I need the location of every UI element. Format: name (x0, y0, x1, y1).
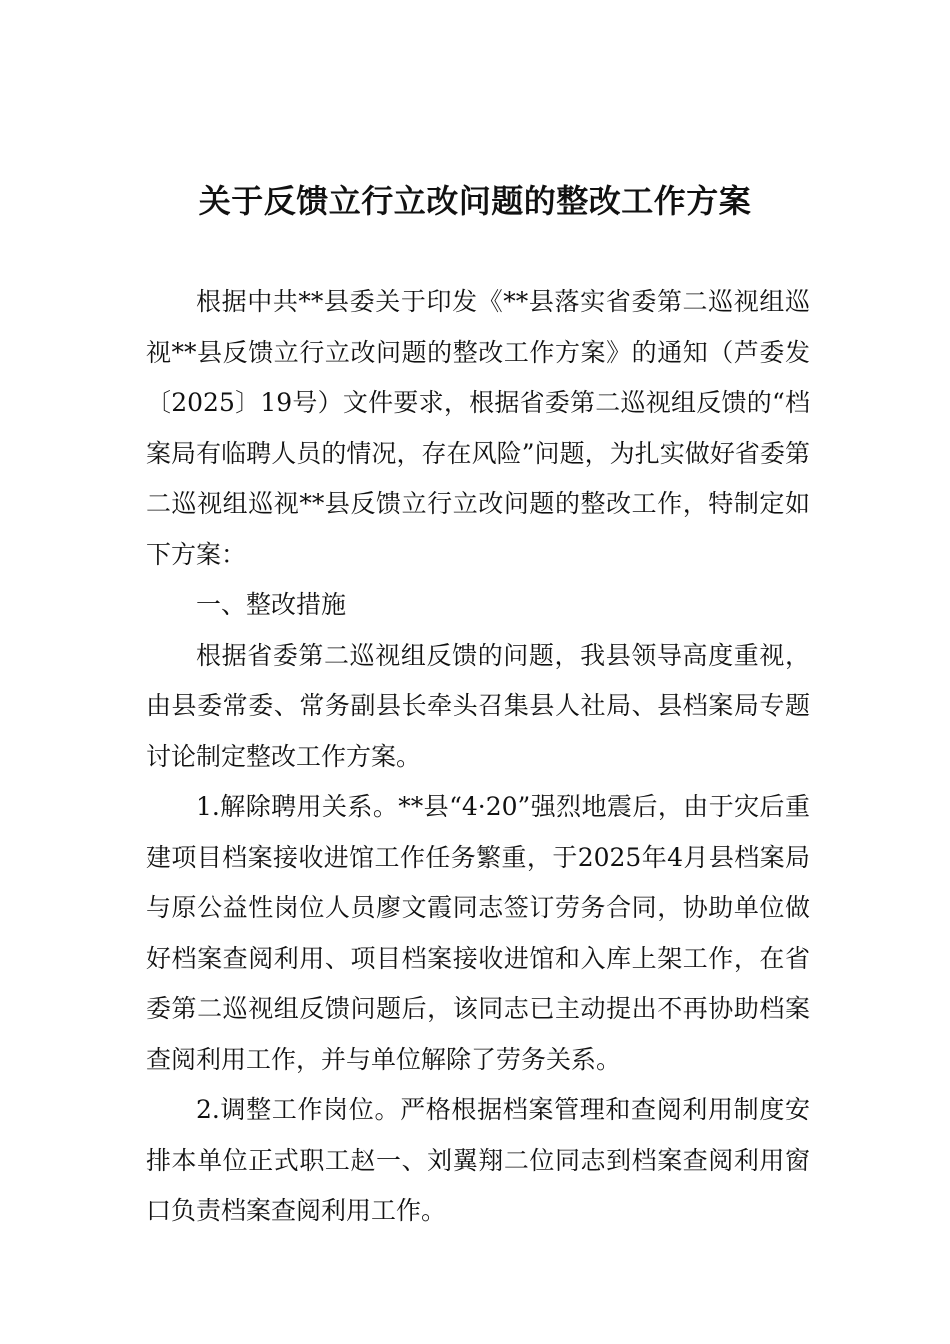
intro-paragraph: 根据中共**县委关于印发《**县落实省委第二巡视组巡视**县反馈立行立改问题的整改工作方案》的通知（芦委发〔2025〕19号）文件要求，根据省委第二巡视组反馈的“档案局有临聘人员的情况，存在风险”问题，为扎实做好省委第二巡视组巡视**县反馈立行立改问题的整改工作，特制定如下方案： (146, 287, 810, 569)
document-body (146, 277, 810, 1237)
document-title: 关于反馈立行立改问题的整改工作方案 (198, 182, 752, 220)
measure-item-1: 1.解除聘用关系。**县“4·20”强烈地震后，由于灾后重建项目档案接收进馆工作任务繁重，于2025年4月县档案局与原公益性岗位人员廖文霞同志签订劳务合同，协助单位做好档案查阅利用、项目档案接收进馆和入库上架工作，在省委第二巡视组反馈问题后，该同志已主动提出不再协助档案查阅利用工作，并与单位解除了劳务关系。 (146, 792, 810, 1074)
measures-paragraph: 根据省委第二巡视组反馈的问题，我县领导高度重视，由县委常委、常务副县长牵头召集县人社局、县档案局专题讨论制定整改工作方案。 (146, 640, 810, 771)
measure-item-2: 2.调整工作岗位。严格根据档案管理和查阅利用制度安排本单位正式职工赵一、刘翼翔二位同志到档案查阅利用窗口负责档案查阅利用工作。 (146, 1095, 810, 1225)
section-heading: 一、整改措施 (196, 590, 347, 619)
